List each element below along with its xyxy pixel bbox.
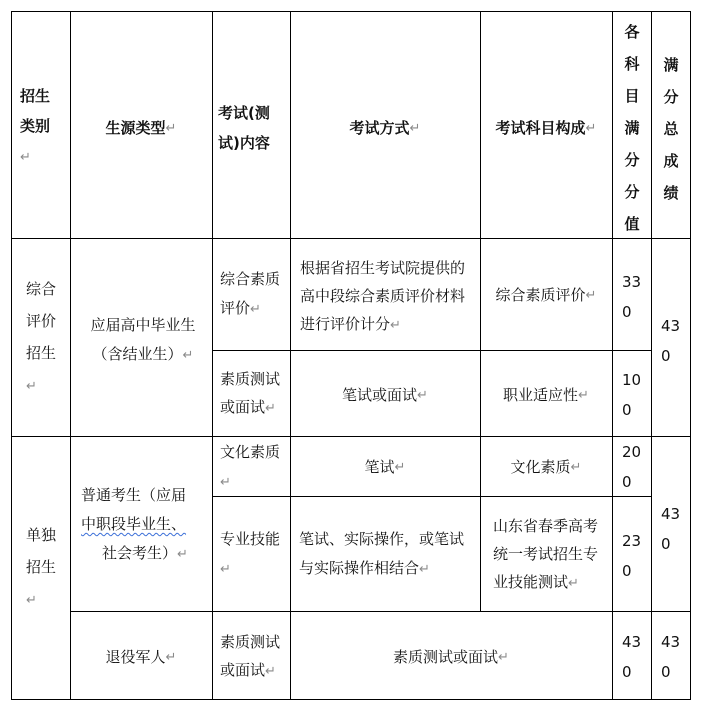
score-zonghe-2: 100 bbox=[622, 371, 642, 419]
table-border-bottom bbox=[11, 699, 691, 700]
header-total: 满 分 总 成 绩 bbox=[663, 56, 679, 202]
subject-dandu-2: 山东省春季高考统一考试招生专业技能测试↵ bbox=[493, 517, 599, 591]
header-subjects: 考试科目构成 ↵ bbox=[495, 118, 597, 137]
subject-dandu-1: 文化素质 ↵ bbox=[510, 457, 582, 476]
category-dandu: 单独招生↵ bbox=[26, 526, 57, 608]
content-dandu-1: 文化素质↵ bbox=[220, 442, 281, 490]
source-zonghe: 应届高中毕业生（含结业生）↵ bbox=[90, 315, 196, 363]
total-dandu: 430 bbox=[661, 505, 681, 553]
header-content: 考试(测试)内容 bbox=[218, 104, 270, 152]
score-dandu-1: 200 bbox=[622, 443, 642, 491]
header-category: 招生类别↵ bbox=[20, 87, 51, 165]
method-dandu-2: 笔试、实际操作，或笔试与实际操作相结合↵ bbox=[299, 529, 465, 577]
content-dandu-2: 专业技能↵ bbox=[220, 529, 281, 577]
method-zonghe-2: 笔试或面试 ↵ bbox=[342, 385, 428, 404]
table-col-divider bbox=[651, 11, 652, 700]
content-zonghe-1: 综合素质评价↵ bbox=[220, 269, 281, 317]
score-dandu-2: 230 bbox=[622, 532, 642, 580]
header-score: 各 科 目 满 分 分 值 bbox=[624, 23, 640, 233]
table-border-top bbox=[11, 11, 691, 12]
source-dandu: 普通考生（应届 中职段毕业生、 社会考生）↵ bbox=[81, 486, 188, 562]
category-zonghe: 综合评价招生↵ bbox=[26, 280, 57, 394]
method-veteran: 素质测试或面试 ↵ bbox=[393, 647, 509, 666]
header-source-type: 生源类型 ↵ bbox=[105, 118, 177, 137]
subject-zonghe-2: 职业适应性 ↵ bbox=[503, 385, 589, 404]
content-veteran: 素质测试或面试↵ bbox=[220, 633, 281, 679]
score-zonghe-1: 330 bbox=[622, 273, 642, 321]
table-row-divider bbox=[11, 436, 691, 437]
subject-zonghe-1: 综合素质评价 ↵ bbox=[495, 285, 597, 304]
table-border-left bbox=[11, 11, 12, 700]
method-dandu-1: 笔试 ↵ bbox=[364, 457, 406, 476]
source-veteran: 退役军人 ↵ bbox=[105, 647, 177, 666]
method-zonghe-1: 根据省招生考试院提供的高中段综合素质评价材料进行评价计分↵ bbox=[300, 259, 466, 333]
table-row-divider bbox=[212, 350, 651, 351]
table-col-divider bbox=[480, 11, 481, 612]
table-col-divider bbox=[212, 11, 213, 700]
total-veteran: 430 bbox=[661, 633, 681, 681]
table-border-right bbox=[690, 11, 691, 700]
score-veteran: 430 bbox=[622, 633, 642, 681]
table-row-divider bbox=[11, 238, 691, 239]
header-method: 考试方式 ↵ bbox=[349, 118, 421, 137]
table-col-divider bbox=[612, 11, 613, 700]
total-zonghe: 430 bbox=[661, 317, 681, 365]
content-zonghe-2: 素质测试或面试↵ bbox=[220, 370, 281, 416]
